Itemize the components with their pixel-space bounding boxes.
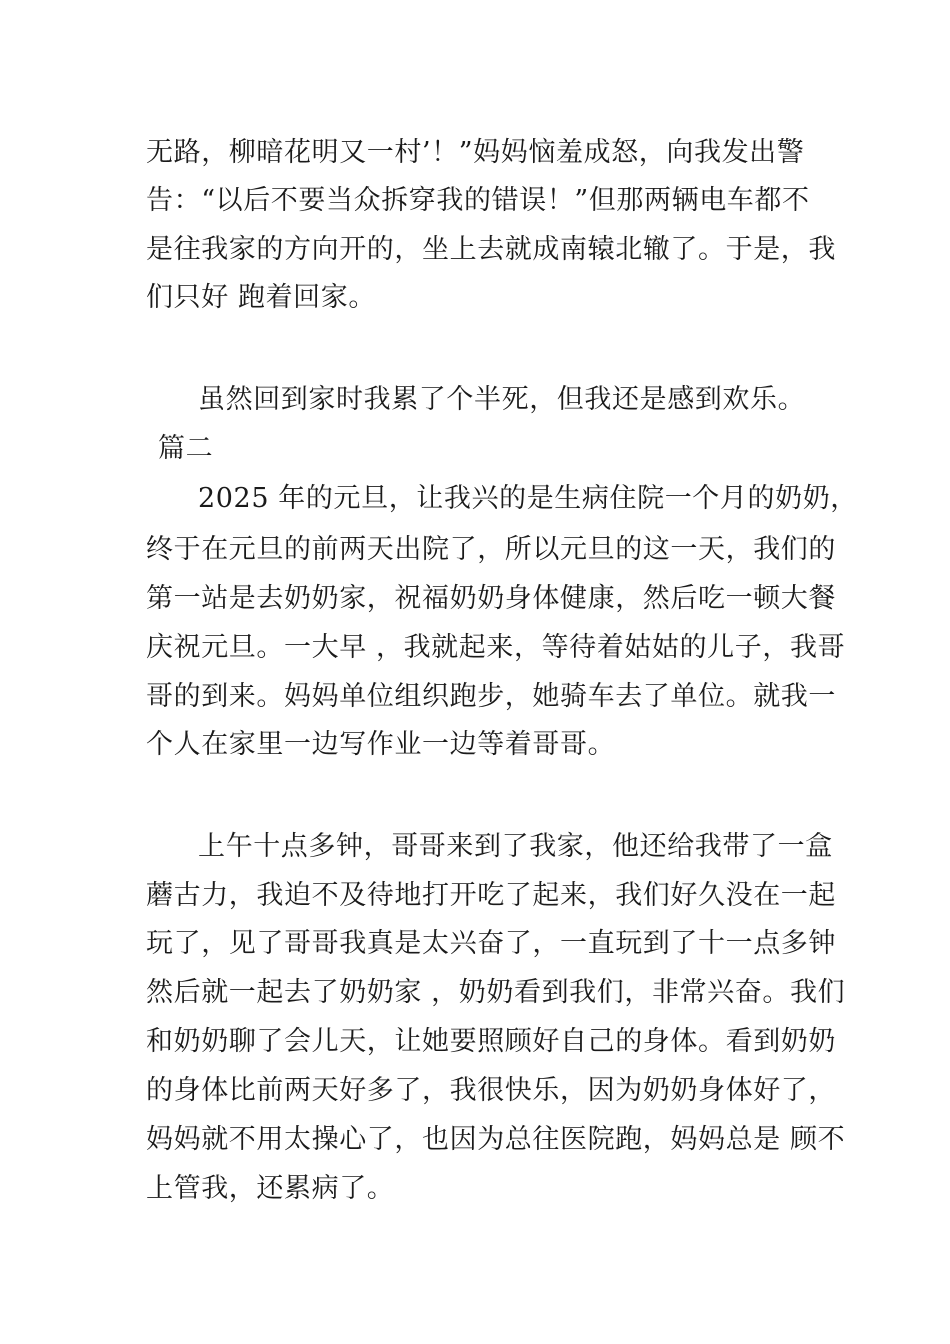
text-line: 无路，柳暗花明又一村’！”妈妈恼羞成怒，向我发出警 [146,137,805,168]
text-line: 2025 年的元旦，让我兴的是生病住院一个月的奶奶， [198,483,858,514]
text-line: 和奶奶聊了会儿天，让她要照顾好自己的身体。看到奶奶 [146,1026,836,1057]
text-line: 虽然回到家时我累了个半死，但我还是感到欢乐。 [198,384,806,415]
text-line: 们只好 跑着回家。 [146,282,376,313]
text-line: 上午十点多钟，哥哥来到了我家，他还给我带了一盒 [198,831,833,862]
text-line: 告：“以后不要当众拆穿我的错误！”但那两辆电车都不 [146,185,810,216]
section-heading: 篇二 [158,433,214,464]
text-line: 的身体比前两天好多了，我很快乐，因为奶奶身体好了， [146,1075,836,1106]
text-line: 上管我，还累病了。 [146,1173,395,1204]
text-line: 哥的到来。妈妈单位组织跑步，她骑车去了单位。就我一 [146,681,836,712]
text-line: 终于在元旦的前两天出院了，所以元旦的这一天，我们的 [146,534,836,565]
text-line: 庆祝元旦。一大早 ，我就起来，等待着姑姑的儿子，我哥 [146,632,846,663]
text-line: 玩了，见了哥哥我真是太兴奋了，一直玩到了十一点多钟 [146,928,836,959]
text-line: 是往我家的方向开的，坐上去就成南辕北辙了。于是，我 [146,234,836,265]
text-line: 第一站是去奶奶家，祝福奶奶身体健康，然后吃一顿大餐 [146,583,836,614]
text-line: 然后就一起去了奶奶家 ，奶奶看到我们，非常兴奋。我们 [146,977,846,1008]
text-line: 妈妈就不用太操心了，也因为总往医院跑，妈妈总是 顾不 [146,1124,846,1155]
text-line: 蘑古力，我迫不及待地打开吃了起来，我们好久没在一起 [146,880,836,911]
text-line: 个人在家里一边写作业一边等着哥哥。 [146,729,616,760]
